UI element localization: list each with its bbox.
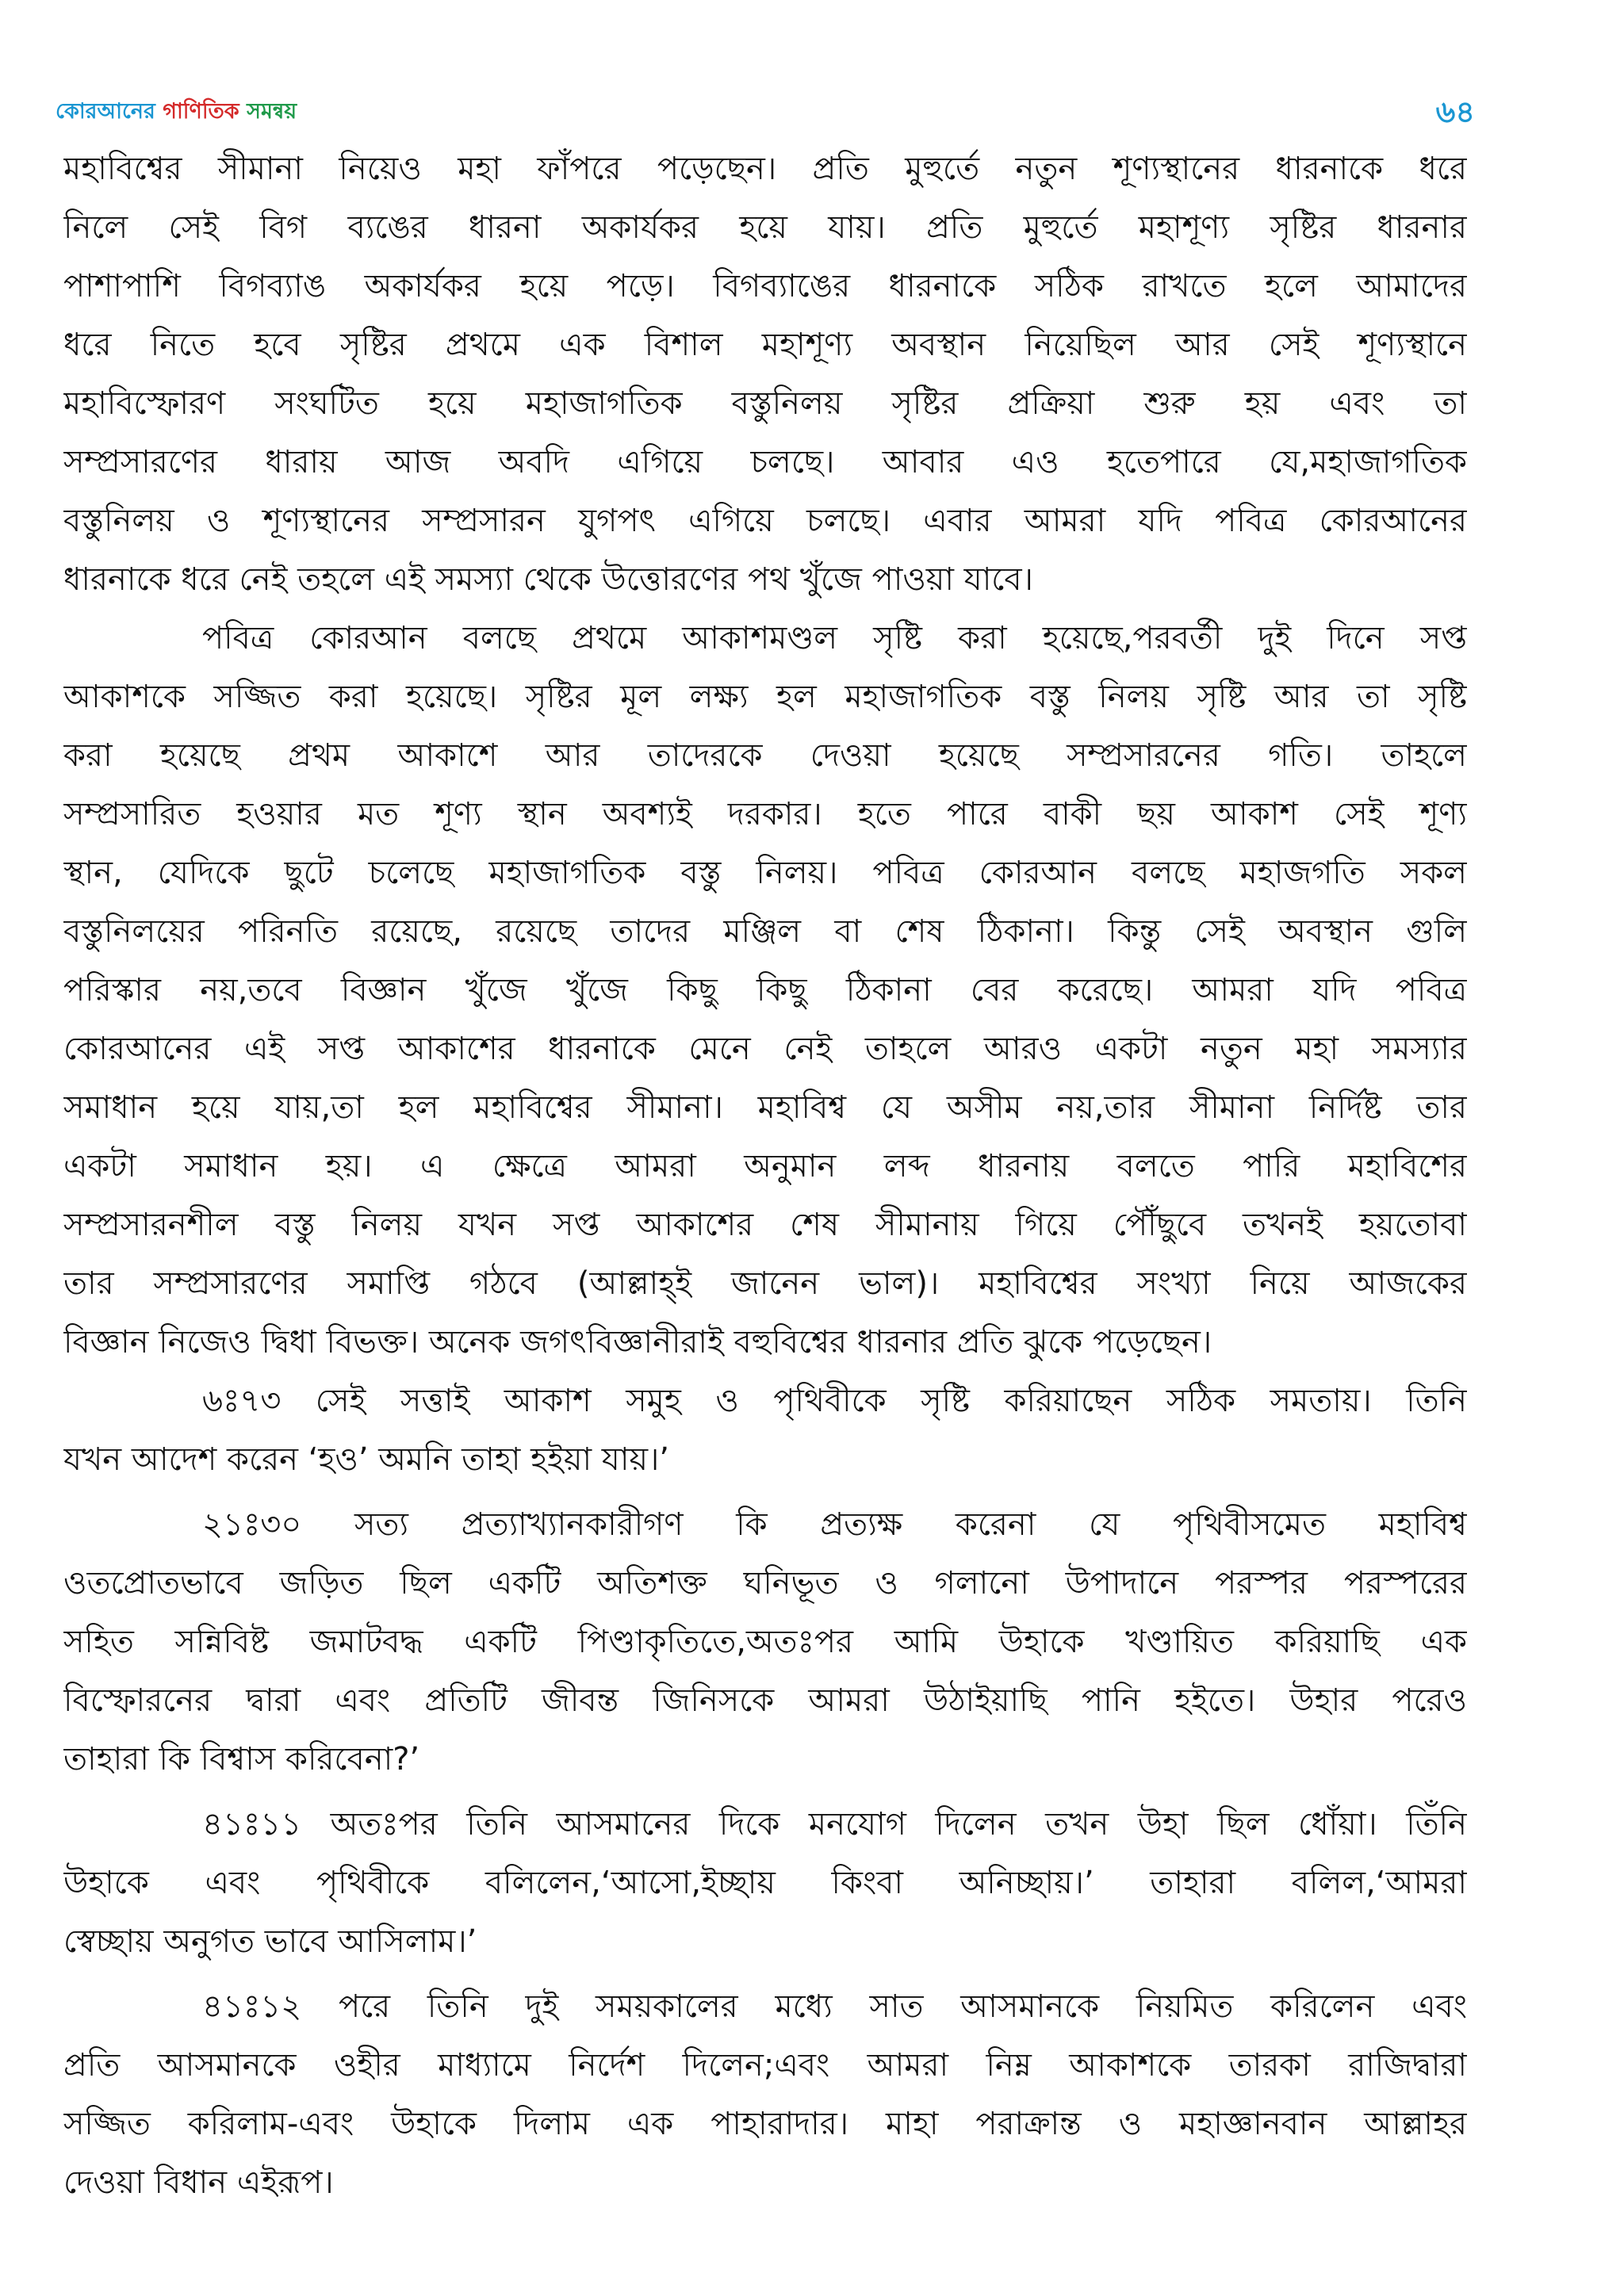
text-line: ২১ঃ৩০ সত্য প্রত্যাখ্যানকারীগণ কি প্রত্যক্ষ করেনা যে পৃথিবীসমেত মহাবিশ্ব: [202, 1506, 1467, 1543]
text-line: তার সম্প্রসারণের সমাপ্তি গঠবে (আল্লাহ্ই জানেন ভাল)। মহাবিশ্বের সংখ্যা নিয়ে আজকের: [63, 1265, 1467, 1302]
text-line: ধরে নিতে হবে সৃষ্টির প্রথমে এক বিশাল মহাশূণ্য অবস্থান নিয়েছিল আর সেই শূণ্যস্থানে: [63, 327, 1467, 363]
text-line: যখন আদেশ করেন ‘হও’ অমনি তাহা হইয়া যায়।’: [63, 1441, 670, 1478]
text-line: প্রতি আসমানকে ওহীর মাধ্যামে নির্দেশ দিলেন;এবং আমরা নিম্ন আকাশকে তারকা রাজিদ্বারা: [63, 2047, 1467, 2084]
text-line: ওতপ্রোতভাবে জড়িত ছিল একটি অতিশক্ত ঘনিভূত ও গলানো উপাদানে পরস্পর পরস্পরের: [63, 1565, 1467, 1601]
text-line: নিলে সেই বিগ ব্যঙের ধারনা অকার্যকর হয়ে যায়। প্রতি মুহুর্তে মহাশূণ্য সৃষ্টির ধারনার: [63, 209, 1467, 246]
text-line: সম্প্রসারিত হওয়ার মত শূণ্য স্থান অবশ্যই দরকার। হতে পারে বাকী ছয় আকাশ সেই শূণ্য: [63, 796, 1467, 832]
running-title-part-1: কোরআনের: [56, 99, 163, 124]
running-title-part-3: সমন্বয়: [247, 99, 297, 124]
text-line: দেওয়া বিধান এইরূপ।: [63, 2164, 334, 2201]
text-line: বস্তুনিলয়ের পরিনতি রয়েছে, রয়েছে তাদের মঞ্জিল বা শেষ ঠিকানা। কিন্তু সেই অবস্থান গুলি: [63, 913, 1467, 950]
quote-paragraph: [63, 1795, 1467, 1971]
quote-paragraph: [63, 1495, 1467, 1789]
text-line: আকাশকে সজ্জিত করা হয়েছে। সৃষ্টির মূল লক্ষ্য হল মহাজাগতিক বস্তু নিলয় সৃষ্টি আর তা সৃষ্টি: [63, 679, 1467, 715]
text-line: সম্প্রসারণের ধারায় আজ অবদি এগিয়ে চলছে। আবার এও হতেপারে যে,মহাজাগতিক: [63, 444, 1467, 480]
text-line: পরিস্কার নয়,তবে বিজ্ঞান খুঁজে খুঁজে কিছু কিছু ঠিকানা বের করেছে। আমরা যদি পবিত্র: [63, 972, 1467, 1008]
text-line: ৪১ঃ১২ পরে তিনি দুই সময়কালের মধ্যে সাত আসমানকে নিয়মিত করিলেন এবং: [202, 1988, 1467, 2025]
paragraph: [63, 140, 1467, 609]
text-line: কোরআনের এই সপ্ত আকাশের ধারনাকে মেনে নেই তাহলে আরও একটা নতুন মহা সমস্যার: [63, 1031, 1467, 1067]
running-title-part-2: গাণিতিক: [163, 99, 247, 124]
quote-paragraph: [63, 1977, 1467, 2212]
running-title: [56, 95, 297, 131]
text-line: ৬ঃ৭৩ সেই সত্তাই আকাশ সমুহ ও পৃথিবীকে সৃষ্টি করিয়াছেন সঠিক সমতায়। তিনি: [202, 1383, 1467, 1419]
paragraph: [63, 609, 1467, 1372]
text-line: বিস্ফোরনের দ্বারা এবং প্রতিটি জীবন্ত জিনিসকে আমরা উঠাইয়াছি পানি হইতে। উহার পরেও: [63, 1682, 1467, 1719]
text-line: ৪১ঃ১১ অতঃপর তিনি আসমানের দিকে মনযোগ দিলেন তখন উহা ছিল ধোঁয়া। তিঁনি: [202, 1806, 1467, 1843]
text-line: উহাকে এবং পৃথিবীকে বলিলেন,‘আসো,ইচ্ছায় কিংবা অনিচ্ছায়।’ তাহারা বলিল,‘আমরা: [63, 1865, 1467, 1901]
page-number: ৬৪: [1435, 94, 1475, 129]
text-line: একটা সমাধান হয়। এ ক্ষেত্রে আমরা অনুমান লব্দ ধারনায় বলতে পারি মহাবিশের: [63, 1148, 1467, 1184]
text-line: সজ্জিত করিলাম-এবং উহাকে দিলাম এক পাহারাদার। মাহা পরাক্রান্ত ও মহাজ্ঞানবান আল্লাহর: [63, 2106, 1467, 2142]
text-line: পাশাপাশি বিগব্যাঙ অকার্যকর হয়ে পড়ে। বিগব্যাঙের ধারনাকে সঠিক রাখতে হলে আমাদের: [63, 268, 1467, 304]
text-line: স্থান, যেদিকে ছুটে চলেছে মহাজাগতিক বস্তু নিলয়। পবিত্র কোরআন বলছে মহাজগতি সকল: [63, 855, 1467, 891]
page-body: [63, 140, 1467, 2212]
text-line: স্বেচ্ছায় অনুগত ভাবে আসিলাম।’: [63, 1923, 477, 1960]
page-header: [56, 89, 1475, 136]
quote-paragraph: [63, 1372, 1467, 1489]
text-line: মহাবিস্ফোরণ সংঘটিত হয়ে মহাজাগতিক বস্তুনিলয় সৃষ্টির প্রক্রিয়া শুরু হয় এবং তা: [63, 385, 1467, 422]
text-line: সহিত সন্নিবিষ্ট জমাটবদ্ধ একটি পিণ্ডাকৃতিতে,অতঃপর আমি উহাকে খণ্ডায়িত করিয়াছি এক: [63, 1624, 1467, 1660]
text-line: সমাধান হয়ে যায়,তা হল মহাবিশ্বের সীমানা। মহাবিশ্ব যে অসীম নয়,তার সীমানা নির্দিষ্ট তার: [63, 1089, 1467, 1126]
text-line: বিজ্ঞান নিজেও দ্বিধা বিভক্ত। অনেক জগৎবিজ্ঞানীরাই বহুবিশ্বের ধারনার প্রতি ঝুকে পড়েছেন।: [63, 1324, 1212, 1360]
text-line: ধারনাকে ধরে নেই তহলে এই সমস্যা থেকে উত্তোরণের পথ খুঁজে পাওয়া যাবে।: [63, 561, 1033, 598]
text-line: করা হয়েছে প্রথম আকাশে আর তাদেরকে দেওয়া হয়েছে সম্প্রসারনের গতি। তাহলে: [63, 737, 1467, 774]
text-line: পবিত্র কোরআন বলছে প্রথমে আকাশমণ্ডল সৃষ্টি করা হয়েছে,পরবর্তী দুই দিনে সপ্ত: [202, 620, 1467, 656]
text-line: তাহারা কি বিশ্বাস করিবেনা?’: [63, 1741, 420, 1777]
text-line: বস্তুনিলয় ও শূণ্যস্থানের সম্প্রসারন যুগপৎ এগিয়ে চলছে। এবার আমরা যদি পবিত্র কোরআনের: [63, 503, 1467, 539]
text-line: মহাবিশ্বের সীমানা নিয়েও মহা ফাঁপরে পড়েছেন। প্রতি মুহুর্তে নতুন শূণ্যস্থানের ধারনাকে ধরে: [63, 151, 1467, 187]
text-line: সম্প্রসারনশীল বস্তু নিলয় যখন সপ্ত আকাশের শেষ সীমানায় গিয়ে পৌঁছুবে তখনই হয়তোবা: [63, 1207, 1467, 1243]
